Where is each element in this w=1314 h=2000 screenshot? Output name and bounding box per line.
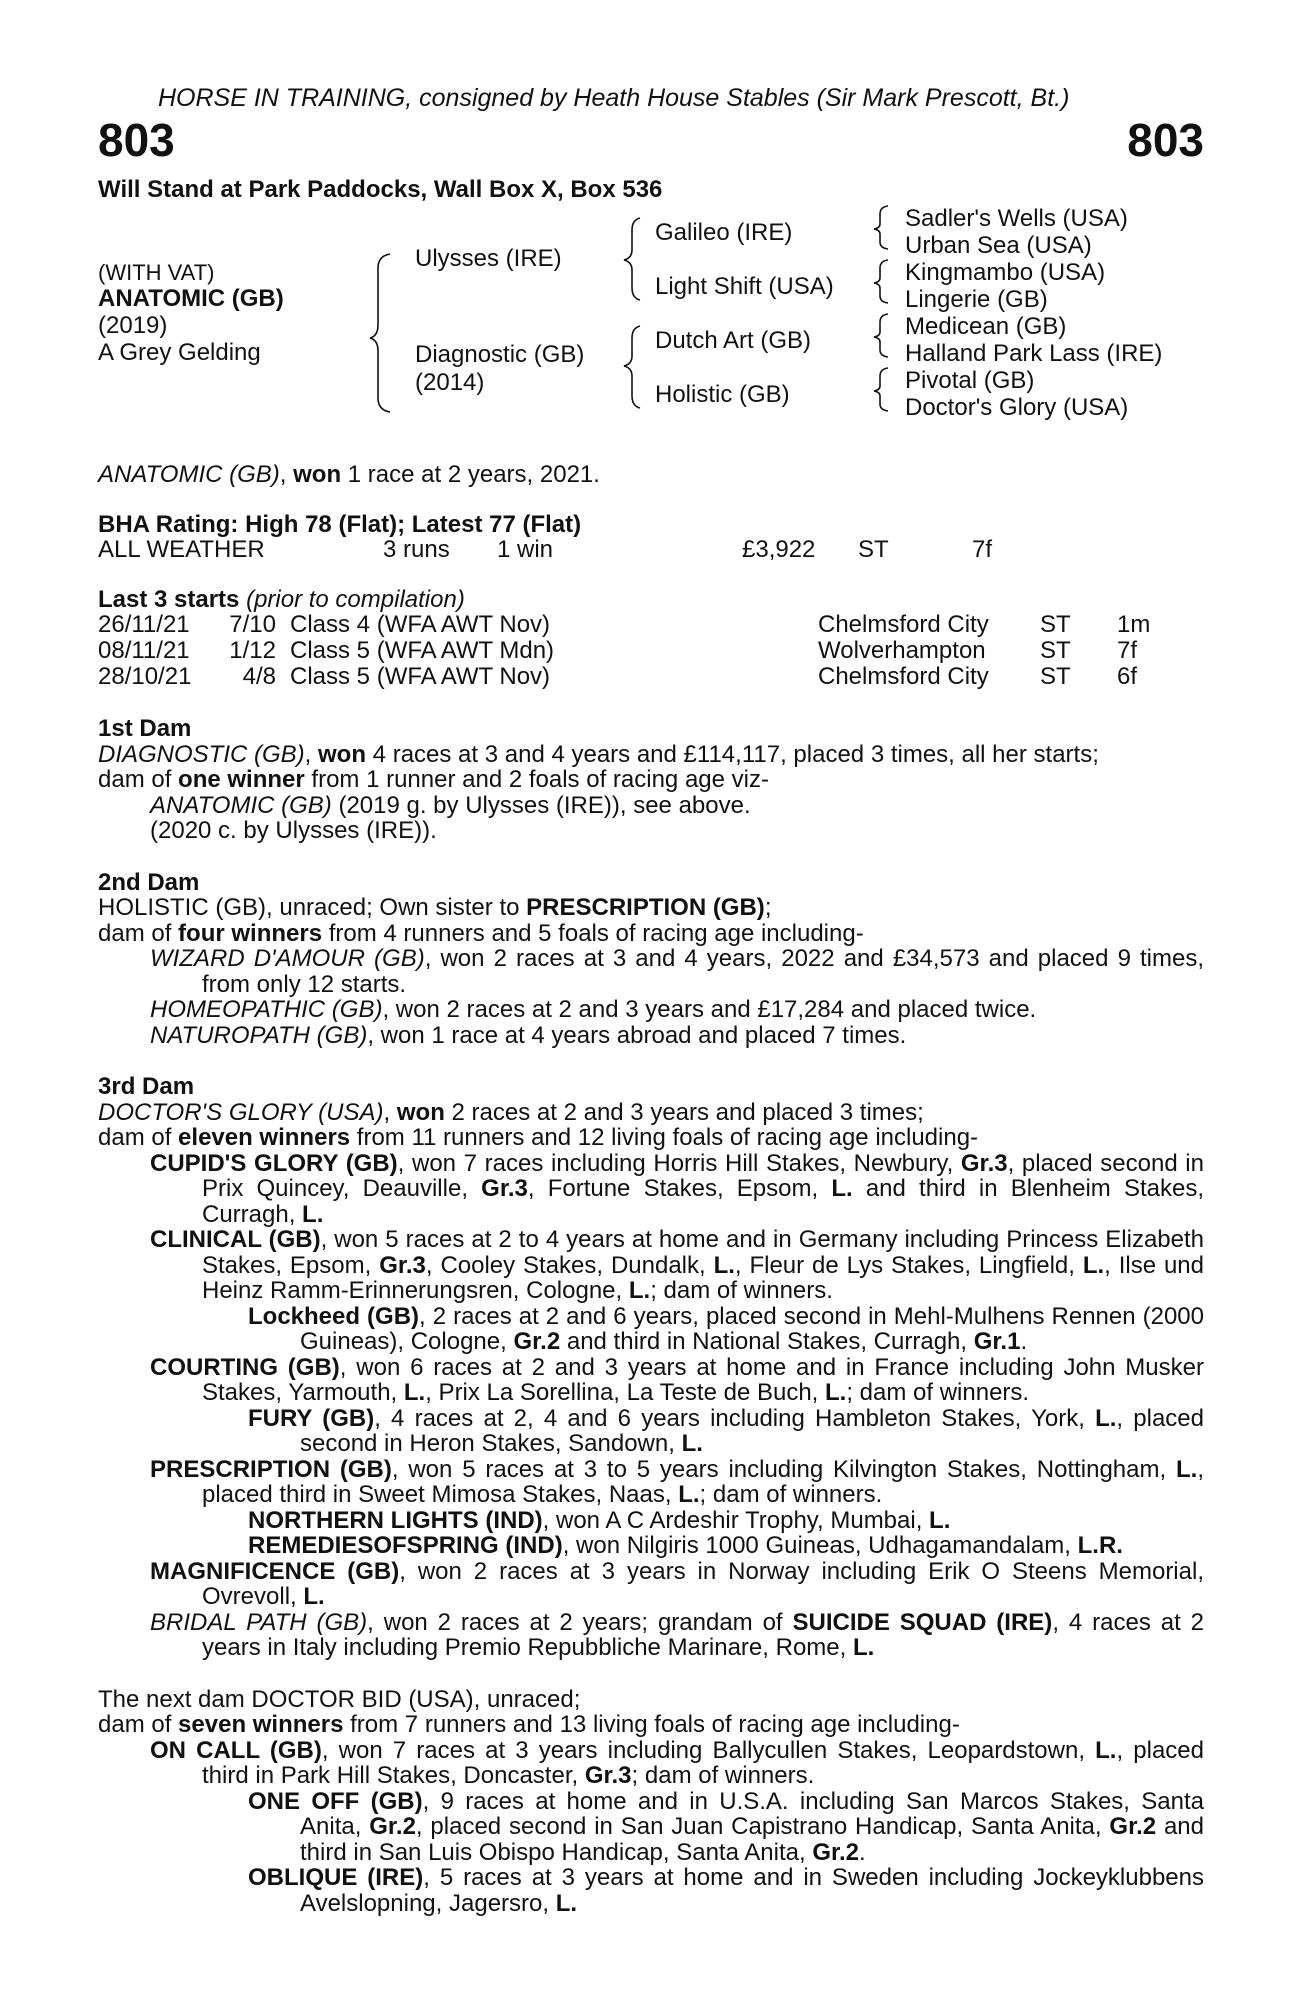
pedigree-sss: Sadler's Wells (USA) (905, 205, 1128, 232)
start-row-1-course: Chelmsford City (818, 611, 989, 638)
consignment-header: HORSE IN TRAINING, consigned by Heath House Stables (Sir Mark Prescott, Bt.) (158, 84, 1070, 112)
start-row-1-race: Class 4 (WFA AWT Nov) (290, 611, 551, 638)
start-row-1-dist: 1m (1117, 611, 1151, 638)
start-row-3-dist: 6f (1117, 663, 1138, 690)
third-dam-title: 3rd Dam (98, 1073, 195, 1100)
lot-number-left: 803 (98, 114, 175, 166)
start-row-1-date: 26/11/21 (98, 611, 190, 638)
next-dam-produce: dam of seven winners from 7 runners and 13 living foals of racing age including- (98, 1711, 960, 1738)
rating-prize: £3,922 (742, 536, 816, 563)
first-dam-line: DIAGNOSTIC (GB), won 4 races at 3 and 4 years and £114,117, placed 3 times, all her starts; (98, 740, 1099, 768)
pedigree-dss: Medicean (GB) (905, 313, 1067, 340)
entry-on-call: ON CALL (GB), won 7 races at 3 years including Ballycullen Stakes, Leopardstown, L., placed third in Park Hill Stakes, Doncaster, Gr.3; dam of winners. (150, 1736, 1205, 1789)
second-dam-entry-3: NATUROPATH (GB), won 1 race at 4 years abroad and placed 7 times. (150, 1021, 907, 1049)
third-dam-produce: dam of eleven winners from 11 runners and 12 living foals of racing age including- (98, 1124, 979, 1151)
stand-location: Will Stand at Park Paddocks, Wall Box X, Box 536 (98, 176, 663, 203)
rating-wins: 1 win (497, 536, 554, 563)
start-row-3-date: 28/10/21 (98, 663, 192, 690)
pedigree-dds: Pivotal (GB) (905, 367, 1035, 394)
first-dam-produce: dam of one winner from 1 runner and 2 foals of racing age viz- (98, 766, 769, 793)
pedigree-dsd: Halland Park Lass (IRE) (905, 340, 1163, 367)
lot-number-right: 803 (1127, 114, 1204, 166)
second-dam-entry-1: WIZARD D'AMOUR (GB), won 2 races at 3 and 4 years, 2022 and £34,573 and placed 9 times, from only 12 starts. (150, 945, 1204, 998)
first-dam-foal-1: ANATOMIC (GB) (2019 g. by Ulysses (IRE)), see above. (150, 791, 751, 819)
entry-lockheed: Lockheed (GB), 2 races at 2 and 6 years, placed second in Mehl-Mulhens Rennen (2000 Guineas), Cologne, Gr.2 and third in National Stakes, Curragh, Gr.1. (248, 1302, 1204, 1355)
pedigree-dam-dam: Holistic (GB) (655, 381, 790, 408)
rating-going: ST (858, 536, 889, 563)
last-starts-heading: Last 3 starts (prior to compilation) (98, 586, 465, 613)
start-row-3-course: Chelmsford City (818, 663, 989, 690)
start-row-3-going: ST (1040, 663, 1071, 690)
entry-prescription: PRESCRIPTION (GB), won 5 races at 3 to 5 years including Kilvington Stakes, Nottingham, L., placed third in Sweet Mimosa Stakes, Naas, L.; dam of winners. (150, 1455, 1204, 1508)
second-dam-entry-2: HOMEOPATHIC (GB), won 2 races at 2 and 3 years and £17,284 and placed twice. (150, 996, 1037, 1023)
pedigree-ddd: Doctor's Glory (USA) (905, 394, 1129, 421)
next-dam-line: The next dam DOCTOR BID (USA), unraced; (98, 1685, 581, 1713)
pedigree-sds: Kingmambo (USA) (905, 259, 1106, 286)
pedigree-sire-sire: Galileo (IRE) (655, 219, 793, 246)
vat-note: (WITH VAT) (98, 260, 215, 285)
rating-distance: 7f (972, 536, 993, 563)
entry-northern-lights: NORTHERN LIGHTS (IND), won A C Ardeshir Trophy, Mumbai, L. (248, 1506, 951, 1534)
entry-bridal-path: BRIDAL PATH (GB), won 2 races at 2 years; grandam of SUICIDE SQUAD (IRE), 4 races at 2 years in Italy including Premio Repubbliche Marinare, Rome, L. (150, 1608, 1204, 1661)
race-summary: ANATOMIC (GB), won 1 race at 2 years, 2021. (98, 461, 600, 488)
dam-sections (98, 716, 1204, 1916)
second-dam-title: 2nd Dam (98, 868, 200, 896)
entry-fury: FURY (GB), 4 races at 2, 4 and 6 years including Hambleton Stakes, York, L., placed second in Heron Stakes, Sandown, L. (248, 1404, 1204, 1457)
entry-courting: COURTING (GB), won 6 races at 2 and 3 years at home and in France including John Musker Stakes, Yarmouth, L., Prix La Sorellina, La Teste de Buch, L.; dam of winners. (150, 1353, 1204, 1406)
rating-runs: 3 runs (383, 536, 450, 563)
pedigree-dam-sire: Dutch Art (GB) (655, 327, 812, 354)
pedigree-sdd: Lingerie (GB) (905, 286, 1048, 313)
start-row-3-pos: 4/8 (242, 663, 276, 690)
entry-oblique: OBLIQUE (IRE), 5 races at 3 years at home and in Sweden including Jockeyklubbens Avelslopning, Jagersro, L. (248, 1864, 1204, 1917)
start-row-1-going: ST (1040, 611, 1071, 638)
start-row-2-date: 08/11/21 (98, 637, 190, 664)
entry-one-off: ONE OFF (GB), 9 races at home and in U.S.A. including San Marcos Stakes, Santa Anita, Gr.2, placed second in San Juan Capistrano Handicap, Santa Anita, Gr.2 and third in San Luis Obispo Handicap, Santa Anita, Gr.2. (248, 1787, 1205, 1866)
start-row-2-going: ST (1040, 637, 1071, 664)
rating-surface: ALL WEATHER (98, 536, 265, 563)
pedigree-sire: Ulysses (IRE) (415, 245, 562, 272)
entry-magnificence: MAGNIFICENCE (GB), won 2 races at 3 years in Norway including Erik O Steens Memorial, Ovrevoll, L. (150, 1557, 1204, 1610)
second-dam-produce: dam of four winners from 4 runners and 5 foals of racing age including- (98, 919, 864, 947)
third-dam-line: DOCTOR'S GLORY (USA), won 2 races at 2 and 3 years and placed 3 times; (98, 1098, 924, 1126)
start-row-2-race: Class 5 (WFA AWT Mdn) (290, 637, 555, 664)
first-dam-foal-2: (2020 c. by Ulysses (IRE)). (150, 817, 437, 844)
start-row-1-pos: 7/10 (229, 611, 276, 638)
second-dam-line: HOLISTIC (GB), unraced; Own sister to PRESCRIPTION (GB); (98, 894, 772, 921)
start-row-2-course: Wolverhampton (818, 637, 986, 664)
entry-clinical: CLINICAL (GB), won 5 races at 2 to 4 years at home and in Germany including Princess Elizabeth Stakes, Epsom, Gr.3, Cooley Stakes, Dundalk, L., Fleur de Lys Stakes, Lingfield, L., Ilse und Heinz Ramm-Erinnerungsren, Cologne, L.; dam of winners. (150, 1226, 1205, 1304)
bha-rating-title: BHA Rating: High 78 (Flat); Latest 77 (Flat) (98, 511, 582, 538)
horse-year: (2019) (98, 312, 168, 339)
pedigree-ssd: Urban Sea (USA) (905, 232, 1092, 259)
entry-remediesofspring: REMEDIESOFSPRING (IND), won Nilgiris 1000 Guineas, Udhagamandalam, L.R. (248, 1532, 1123, 1559)
pedigree-dam: Diagnostic (GB) (415, 341, 585, 368)
start-row-2-dist: 7f (1117, 637, 1138, 664)
start-row-2-pos: 1/12 (229, 637, 276, 664)
horse-name: ANATOMIC (GB) (98, 285, 284, 312)
summary-horse-name: ANATOMIC (GB) (98, 461, 280, 488)
entry-cupids-glory: CUPID'S GLORY (GB), won 7 races including Horris Hill Stakes, Newbury, Gr.3, placed second in Prix Quincey, Deauville, Gr.3, Fortune Stakes, Epsom, L. and third in Blenheim Stakes, Curragh, L. (150, 1149, 1205, 1228)
pedigree-dam-year: (2014) (415, 369, 485, 396)
first-dam-title: 1st Dam (98, 715, 192, 742)
horse-description: A Grey Gelding (98, 339, 261, 366)
pedigree-sire-dam: Light Shift (USA) (655, 273, 834, 300)
start-row-3-race: Class 5 (WFA AWT Nov) (290, 663, 551, 690)
